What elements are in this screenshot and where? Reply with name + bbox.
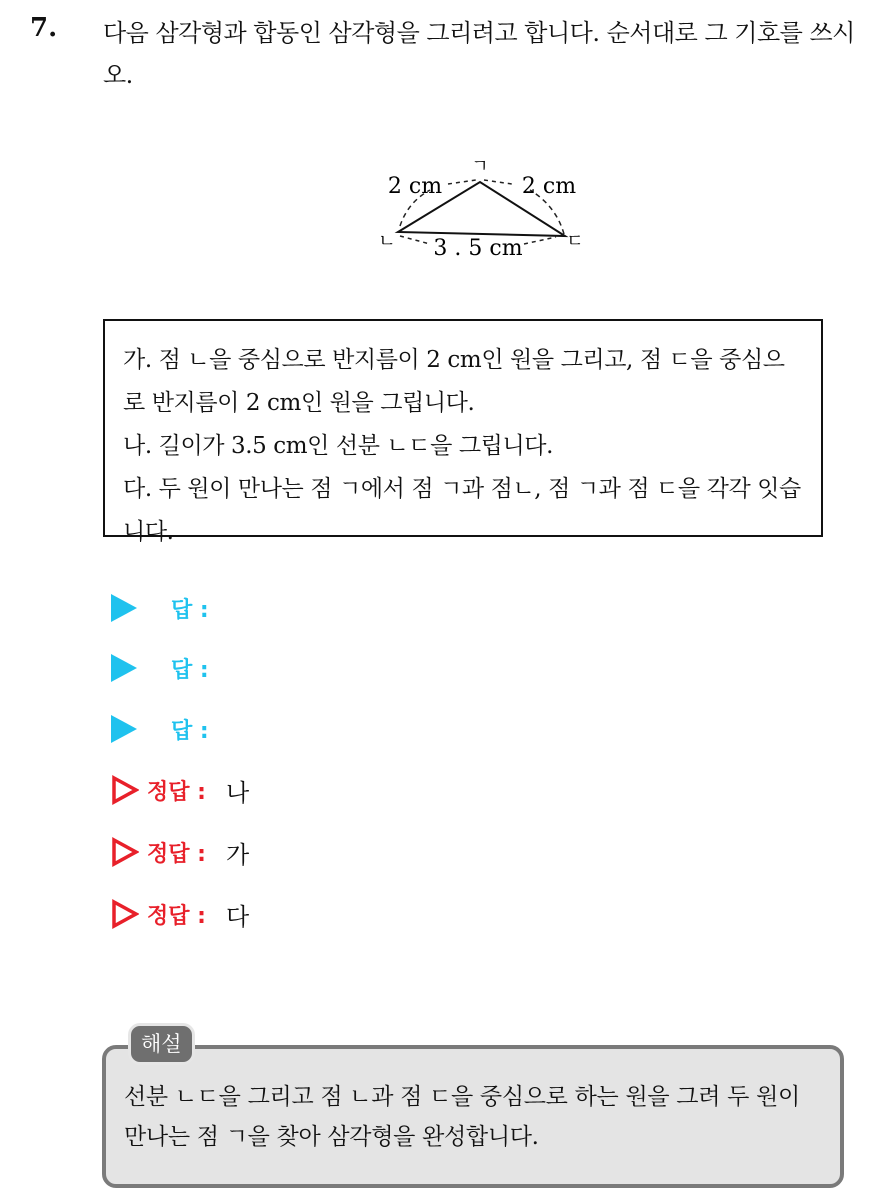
solution-row xyxy=(111,773,249,807)
answer-label: 답 : xyxy=(171,657,209,683)
play-triangle-icon xyxy=(111,654,137,682)
steps-box xyxy=(103,319,823,545)
vertex-left-label: ㄴ xyxy=(378,231,396,252)
solution-label: 정답 : xyxy=(147,841,206,867)
answer-row[interactable] xyxy=(111,591,209,625)
step-na: 나. 길이가 3.5 cm인 선분 ㄴㄷ을 그립니다. xyxy=(123,433,554,459)
step-da: 다. 두 원이 만나는 점 ㄱ에서 점 ㄱ과 점ㄴ, 점 ㄱ과 점 ㄷ을 각각 잇습니다. xyxy=(123,476,801,545)
top-dash-left xyxy=(448,180,476,184)
triangle-figure xyxy=(360,150,600,270)
explanation-box xyxy=(102,1045,844,1188)
answer-label: 답 : xyxy=(171,597,209,623)
solution-value: 가 xyxy=(225,840,250,869)
question-text: 다음 삼각형과 합동인 삼각형을 그리려고 합니다. 순서대로 그 기호를 쓰시오. xyxy=(103,19,855,89)
solution-value: 나 xyxy=(225,778,250,807)
solution-value: 다 xyxy=(225,902,250,931)
explanation-text: 선분 ㄴㄷ을 그리고 점 ㄴ과 점 ㄷ을 중심으로 하는 원을 그려 두 원이 만나는 점 ㄱ을 찾아 삼각형을 완성합니다. xyxy=(124,1084,800,1150)
vertex-right-label: ㄷ xyxy=(566,231,584,252)
side-left-label: 2 cm xyxy=(387,174,443,199)
play-triangle-icon xyxy=(111,594,137,622)
vertex-top-label: ㄱ xyxy=(471,156,489,177)
step-ga: 가. 점 ㄴ을 중심으로 반지름이 2 cm인 원을 그리고, 점 ㄷ을 중심으로 반지름이 2 cm인 원을 그립니다. xyxy=(123,347,785,416)
explanation-tab: 해설 xyxy=(128,1023,195,1065)
answer-row[interactable] xyxy=(111,712,209,746)
solution-row xyxy=(111,897,249,931)
question-number: 7. xyxy=(30,13,58,43)
answer-row[interactable] xyxy=(111,651,209,685)
bottom-dash-right xyxy=(524,237,556,244)
top-dash-right xyxy=(484,180,512,184)
answer-label: 답 : xyxy=(171,718,209,744)
side-right-label: 2 cm xyxy=(521,174,577,199)
solution-row xyxy=(111,835,249,869)
bottom-dash-left xyxy=(400,236,430,244)
outline-triangle-icon xyxy=(111,899,139,929)
solution-label: 정답 : xyxy=(147,903,206,929)
outline-triangle-icon xyxy=(111,775,139,805)
solution-label: 정답 : xyxy=(147,779,206,805)
side-bottom-label: 3 . 5 cm xyxy=(433,236,523,261)
play-triangle-icon xyxy=(111,715,137,743)
outline-triangle-icon xyxy=(111,837,139,867)
